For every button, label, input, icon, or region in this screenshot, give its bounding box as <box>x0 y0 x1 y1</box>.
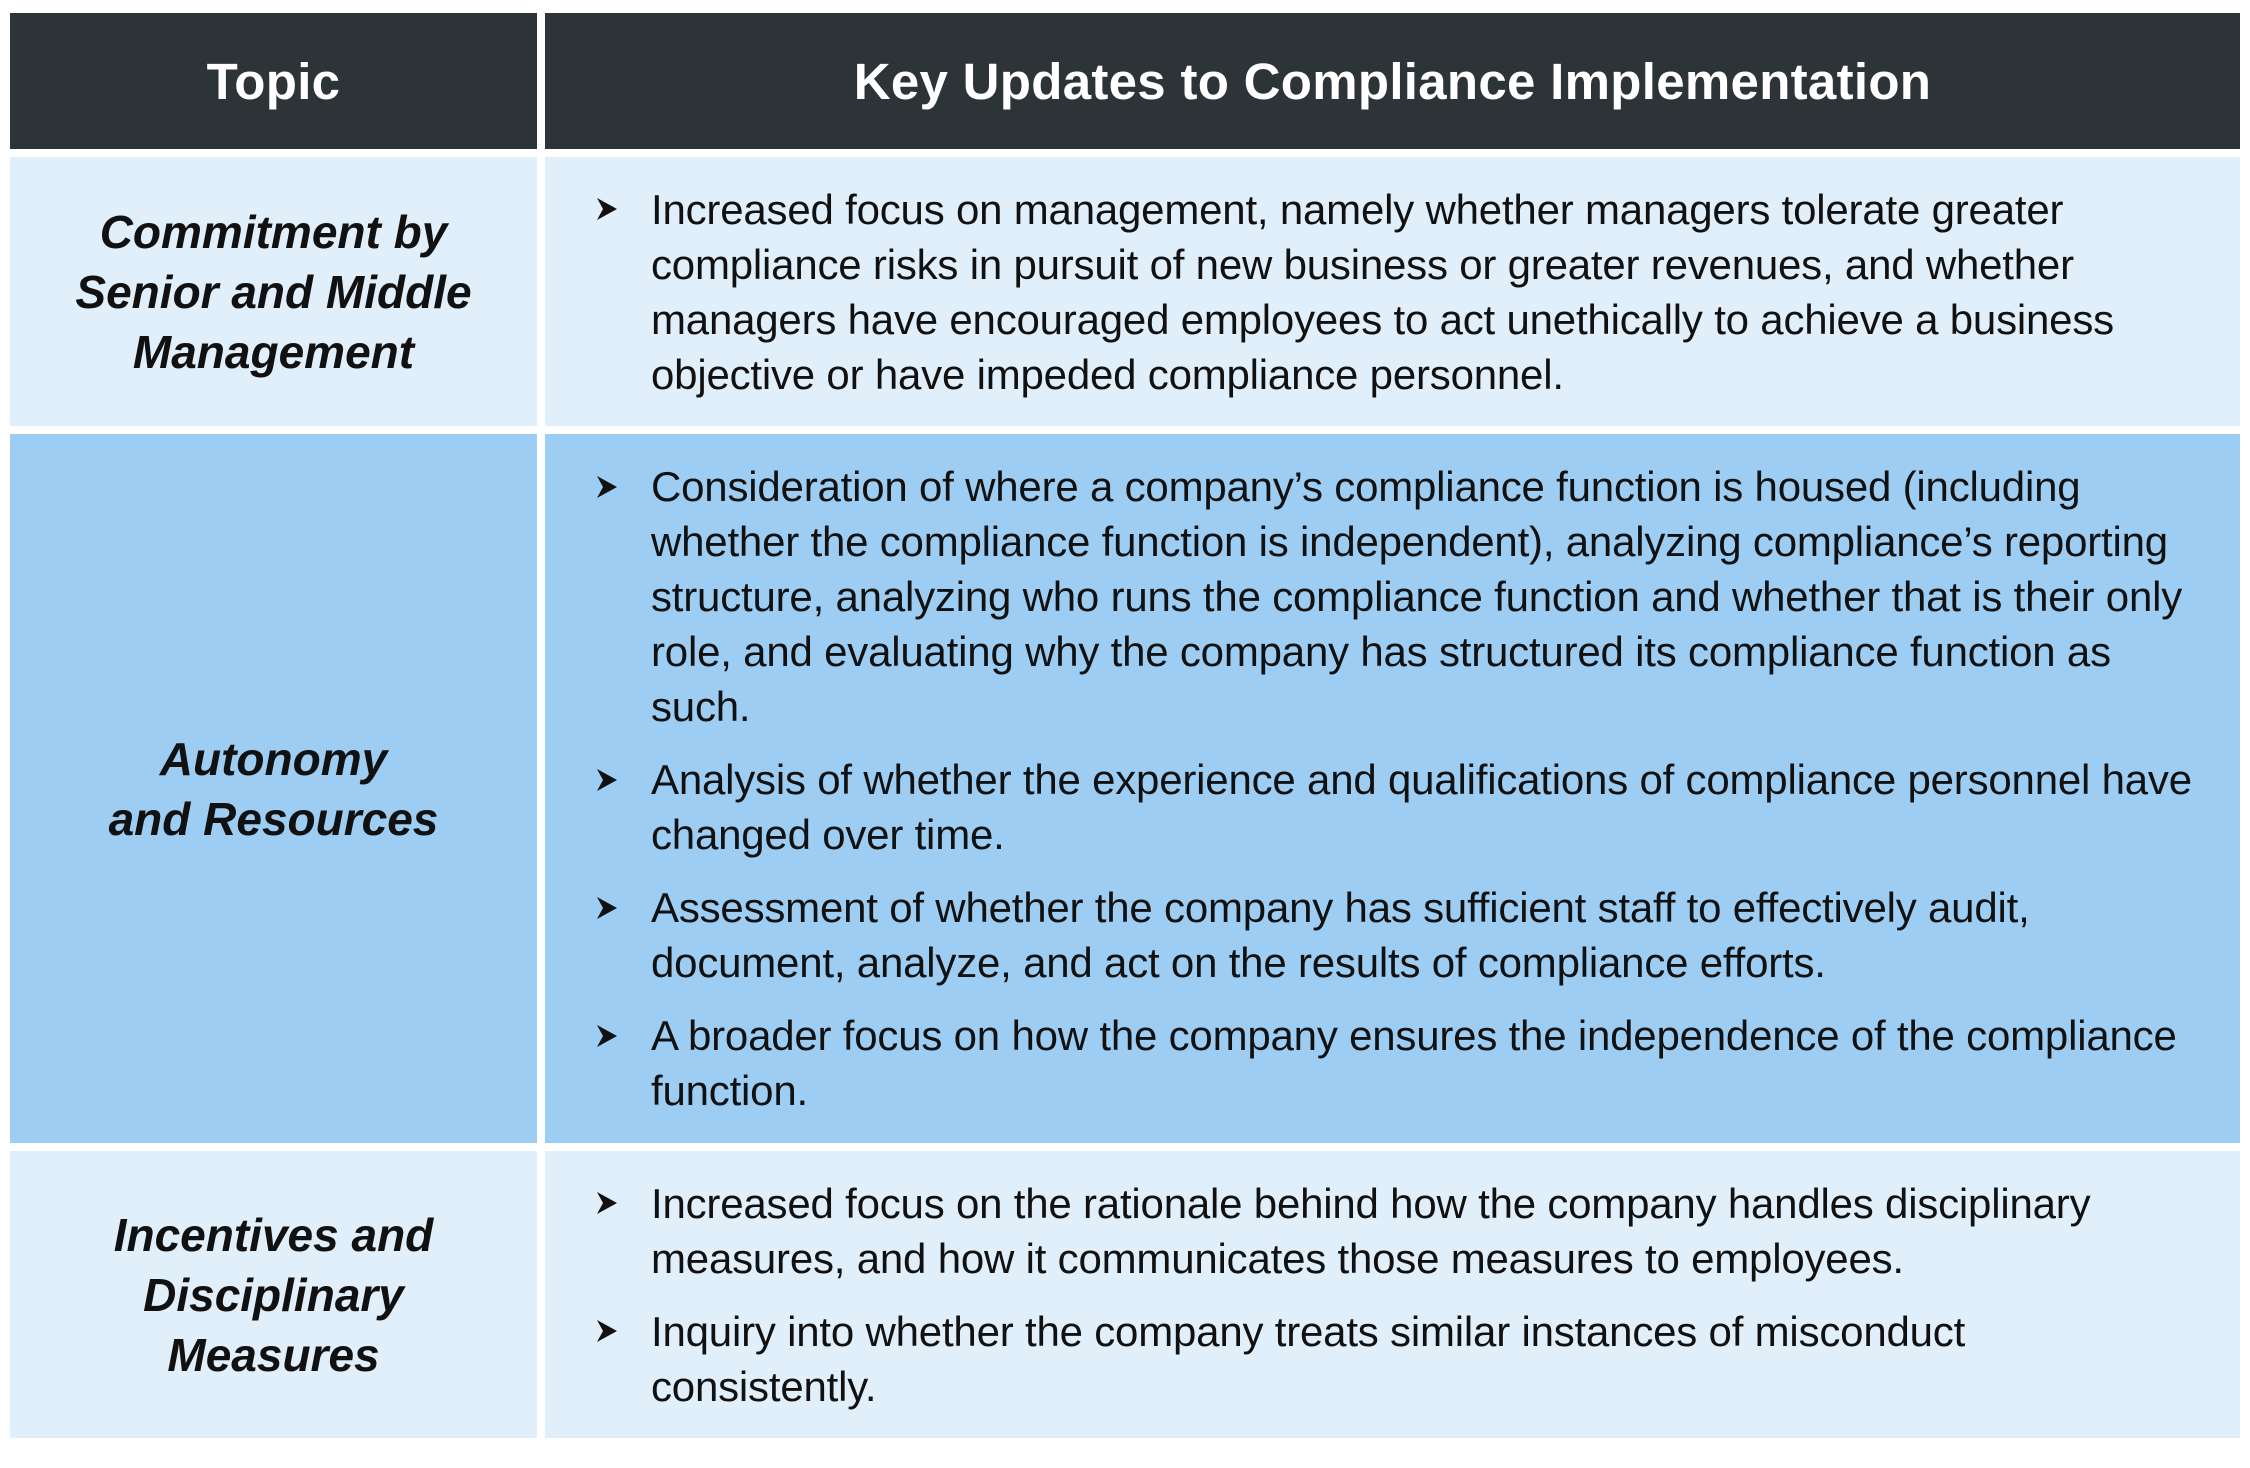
arrowhead-right-icon <box>596 182 651 237</box>
compliance-updates-table <box>10 13 2240 1438</box>
bullet-item <box>596 752 2200 862</box>
arrowhead-right-icon <box>596 1176 651 1231</box>
header-key-updates: Key Updates to Compliance Implementation <box>545 13 2240 149</box>
arrowhead-right-icon <box>596 880 651 935</box>
topic-label: Autonomy and Resources <box>108 732 439 845</box>
bullet-item <box>596 1176 2200 1286</box>
topic-label: Incentives and Disciplinary Measures <box>113 1208 434 1381</box>
bullet-text: Analysis of whether the experience and qualifications of compliance personnel have changed over time. <box>651 756 2192 858</box>
bullet-text: Assessment of whether the company has sufficient staff to effectively audit, document, analyze, and act on the results of compliance efforts. <box>651 884 2030 986</box>
bullet-item <box>596 1008 2200 1118</box>
bullet-text: A broader focus on how the company ensures the independence of the compliance function. <box>651 1012 2177 1114</box>
bullet-text: Inquiry into whether the company treats similar instances of misconduct consistently. <box>651 1307 1966 1410</box>
row-updates-autonomy <box>545 434 2240 1143</box>
bullet-item <box>596 459 2200 734</box>
row-topic-autonomy <box>10 434 537 1143</box>
header-topic: Topic <box>10 13 537 149</box>
arrowhead-right-icon <box>596 1008 651 1063</box>
arrowhead-right-icon <box>596 752 651 807</box>
bullet-item <box>596 182 2200 402</box>
row-topic-commitment <box>10 157 537 426</box>
arrowhead-right-icon <box>596 459 651 514</box>
row-updates-commitment <box>545 157 2240 426</box>
bullet-text: Increased focus on management, namely whether managers tolerate greater compliance risks in pursuit of new business or greater revenues, and whether managers have encouraged employees to act unethically to achieve a business objective or have impeded compliance personnel. <box>651 185 2114 398</box>
row-topic-incentives <box>10 1151 537 1438</box>
bullet-item <box>596 1304 2200 1414</box>
arrowhead-right-icon <box>596 1304 651 1359</box>
row-updates-incentives <box>545 1151 2240 1438</box>
bullet-item <box>596 880 2200 990</box>
topic-label: Commitment by Senior and Middle Management <box>75 205 472 378</box>
bullet-text: Increased focus on the rationale behind how the company handles disciplinary measures, and how it communicates those measures to employees. <box>651 1179 2091 1282</box>
bullet-text: Consideration of where a company’s compliance function is housed (including whether the compliance function is independent), analyzing compliance’s reporting structure, analyzing who runs the compliance function and whether that is their only role, and evaluating why the company has structured its compliance function as such. <box>651 463 2183 730</box>
